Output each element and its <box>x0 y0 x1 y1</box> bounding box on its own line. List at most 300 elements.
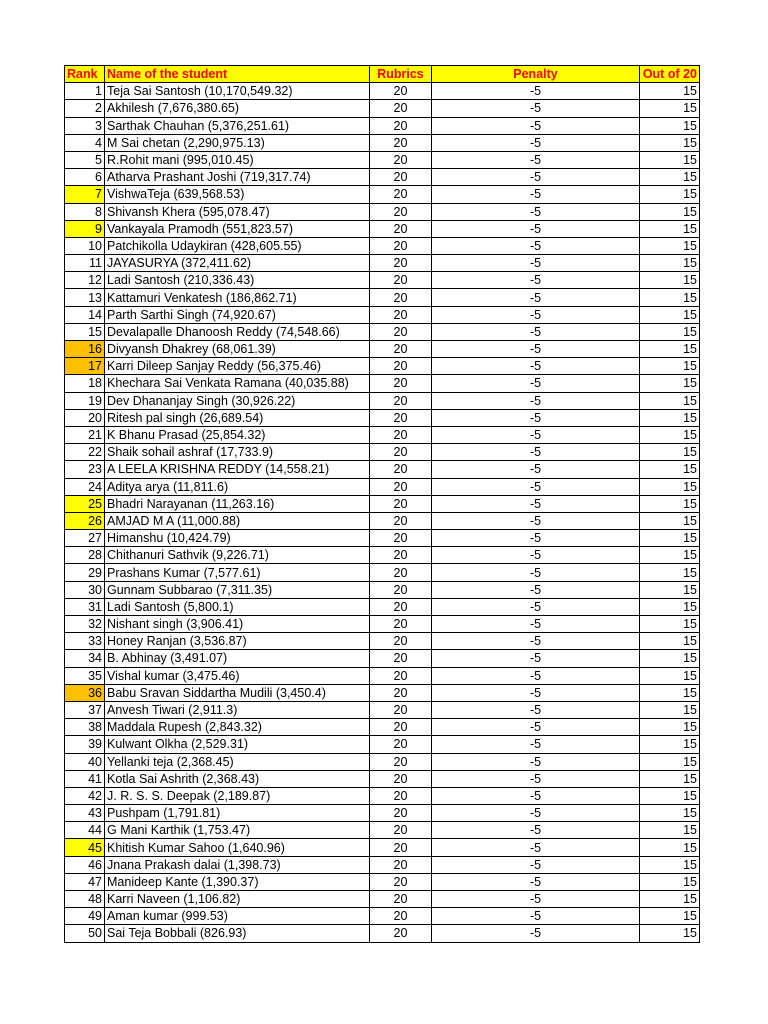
student-name-cell: K Bhanu Prasad (25,854.32) <box>105 426 370 443</box>
penalty-cell: -5 <box>432 495 640 512</box>
rank-cell: 6 <box>65 169 105 186</box>
table-row <box>65 358 700 375</box>
table-row <box>65 753 700 770</box>
out-of-cell: 15 <box>640 925 700 942</box>
penalty-cell: -5 <box>432 925 640 942</box>
student-name-cell: Chithanuri Sathvik (9,226.71) <box>105 547 370 564</box>
rank-cell: 5 <box>65 151 105 168</box>
out-of-cell: 15 <box>640 341 700 358</box>
rank-cell: 14 <box>65 306 105 323</box>
student-name-cell: VishwaTeja (639,568.53) <box>105 186 370 203</box>
rubrics-cell: 20 <box>370 444 432 461</box>
student-name-cell: Pushpam (1,791.81) <box>105 805 370 822</box>
student-name-cell: Babu Sravan Siddartha Mudili (3,450.4) <box>105 684 370 701</box>
table-row <box>65 478 700 495</box>
student-name-cell: Aditya arya (11,811.6) <box>105 478 370 495</box>
out-of-cell: 15 <box>640 289 700 306</box>
rubrics-cell: 20 <box>370 323 432 340</box>
out-of-cell: 15 <box>640 598 700 615</box>
table-row <box>65 272 700 289</box>
rank-cell: 21 <box>65 426 105 443</box>
table-row <box>65 341 700 358</box>
out-of-cell: 15 <box>640 530 700 547</box>
out-of-cell: 15 <box>640 873 700 890</box>
student-name-cell: Divyansh Dhakrey (68,061.39) <box>105 341 370 358</box>
penalty-cell: -5 <box>432 667 640 684</box>
out-of-cell: 15 <box>640 392 700 409</box>
rubrics-cell: 20 <box>370 770 432 787</box>
out-of-cell: 15 <box>640 770 700 787</box>
student-name-cell: B. Abhinay (3,491.07) <box>105 650 370 667</box>
rank-cell: 27 <box>65 530 105 547</box>
rubrics-cell: 20 <box>370 306 432 323</box>
rubrics-cell: 20 <box>370 787 432 804</box>
table-row <box>65 426 700 443</box>
rank-cell: 45 <box>65 839 105 856</box>
penalty-cell: -5 <box>432 512 640 529</box>
rank-cell: 2 <box>65 100 105 117</box>
penalty-cell: -5 <box>432 787 640 804</box>
rank-cell: 34 <box>65 650 105 667</box>
penalty-cell: -5 <box>432 392 640 409</box>
table-row <box>65 873 700 890</box>
penalty-cell: -5 <box>432 461 640 478</box>
penalty-cell: -5 <box>432 684 640 701</box>
student-name-cell: A LEELA KRISHNA REDDY (14,558.21) <box>105 461 370 478</box>
penalty-cell: -5 <box>432 770 640 787</box>
rubrics-cell: 20 <box>370 151 432 168</box>
student-name-cell: Manideep Kante (1,390.37) <box>105 873 370 890</box>
out-of-cell: 15 <box>640 891 700 908</box>
rubrics-cell: 20 <box>370 289 432 306</box>
rank-cell: 1 <box>65 83 105 100</box>
penalty-cell: -5 <box>432 358 640 375</box>
penalty-cell: -5 <box>432 83 640 100</box>
student-name-cell: Kattamuri Venkatesh (186,862.71) <box>105 289 370 306</box>
out-of-cell: 15 <box>640 616 700 633</box>
rank-cell: 16 <box>65 341 105 358</box>
table-row <box>65 186 700 203</box>
penalty-cell: -5 <box>432 650 640 667</box>
out-of-cell: 15 <box>640 272 700 289</box>
rubrics-cell: 20 <box>370 409 432 426</box>
rubrics-cell: 20 <box>370 358 432 375</box>
rubrics-cell: 20 <box>370 891 432 908</box>
table-row <box>65 444 700 461</box>
out-of-cell: 15 <box>640 633 700 650</box>
student-name-cell: Himanshu (10,424.79) <box>105 530 370 547</box>
rubrics-cell: 20 <box>370 83 432 100</box>
rank-cell: 11 <box>65 255 105 272</box>
rank-cell: 7 <box>65 186 105 203</box>
header-name: Name of the student <box>105 66 370 83</box>
table-row <box>65 564 700 581</box>
rubrics-cell: 20 <box>370 925 432 942</box>
table-row <box>65 770 700 787</box>
rubrics-cell: 20 <box>370 117 432 134</box>
penalty-cell: -5 <box>432 805 640 822</box>
rank-cell: 30 <box>65 581 105 598</box>
out-of-cell: 15 <box>640 444 700 461</box>
rubrics-cell: 20 <box>370 186 432 203</box>
rank-cell: 12 <box>65 272 105 289</box>
header-penalty: Penalty <box>432 66 640 83</box>
table-row <box>65 891 700 908</box>
student-name-cell: Maddala Rupesh (2,843.32) <box>105 719 370 736</box>
student-name-cell: Khitish Kumar Sahoo (1,640.96) <box>105 839 370 856</box>
header-row <box>65 66 700 83</box>
rubrics-cell: 20 <box>370 736 432 753</box>
rubrics-cell: 20 <box>370 341 432 358</box>
student-name-cell: Vishal kumar (3,475.46) <box>105 667 370 684</box>
out-of-cell: 15 <box>640 684 700 701</box>
penalty-cell: -5 <box>432 426 640 443</box>
out-of-cell: 15 <box>640 753 700 770</box>
rubrics-cell: 20 <box>370 530 432 547</box>
rubrics-cell: 20 <box>370 478 432 495</box>
penalty-cell: -5 <box>432 564 640 581</box>
student-name-cell: Bhadri Narayanan (11,263.16) <box>105 495 370 512</box>
table-row <box>65 547 700 564</box>
student-name-cell: JAYASURYA (372,411.62) <box>105 255 370 272</box>
rubrics-cell: 20 <box>370 839 432 856</box>
penalty-cell: -5 <box>432 186 640 203</box>
penalty-cell: -5 <box>432 598 640 615</box>
penalty-cell: -5 <box>432 873 640 890</box>
rubrics-cell: 20 <box>370 461 432 478</box>
out-of-cell: 15 <box>640 822 700 839</box>
penalty-cell: -5 <box>432 444 640 461</box>
table-row <box>65 616 700 633</box>
table-row <box>65 237 700 254</box>
rubrics-cell: 20 <box>370 220 432 237</box>
table-row <box>65 822 700 839</box>
rubrics-cell: 20 <box>370 100 432 117</box>
penalty-cell: -5 <box>432 719 640 736</box>
penalty-cell: -5 <box>432 409 640 426</box>
student-name-cell: Sai Teja Bobbali (826.93) <box>105 925 370 942</box>
penalty-cell: -5 <box>432 306 640 323</box>
rubrics-cell: 20 <box>370 908 432 925</box>
table-row <box>65 598 700 615</box>
rank-cell: 4 <box>65 134 105 151</box>
penalty-cell: -5 <box>432 134 640 151</box>
out-of-cell: 15 <box>640 908 700 925</box>
out-of-cell: 15 <box>640 667 700 684</box>
rubrics-cell: 20 <box>370 134 432 151</box>
out-of-cell: 15 <box>640 495 700 512</box>
rank-cell: 22 <box>65 444 105 461</box>
penalty-cell: -5 <box>432 341 640 358</box>
table-row <box>65 461 700 478</box>
out-of-cell: 15 <box>640 701 700 718</box>
table-row <box>65 409 700 426</box>
table-row <box>65 667 700 684</box>
rubrics-cell: 20 <box>370 547 432 564</box>
out-of-cell: 15 <box>640 409 700 426</box>
rank-cell: 39 <box>65 736 105 753</box>
penalty-cell: -5 <box>432 375 640 392</box>
rank-cell: 40 <box>65 753 105 770</box>
student-name-cell: Honey Ranjan (3,536.87) <box>105 633 370 650</box>
student-name-cell: Parth Sarthi Singh (74,920.67) <box>105 306 370 323</box>
student-name-cell: Shivansh Khera (595,078.47) <box>105 203 370 220</box>
student-name-cell: Dev Dhananjay Singh (30,926.22) <box>105 392 370 409</box>
rubrics-cell: 20 <box>370 684 432 701</box>
rank-cell: 41 <box>65 770 105 787</box>
table-row <box>65 856 700 873</box>
out-of-cell: 15 <box>640 151 700 168</box>
rank-cell: 50 <box>65 925 105 942</box>
rank-cell: 37 <box>65 701 105 718</box>
table-row <box>65 134 700 151</box>
out-of-cell: 15 <box>640 100 700 117</box>
rubrics-cell: 20 <box>370 426 432 443</box>
rank-cell: 36 <box>65 684 105 701</box>
table-row <box>65 203 700 220</box>
table-row <box>65 495 700 512</box>
student-name-cell: Kulwant Olkha (2,529.31) <box>105 736 370 753</box>
penalty-cell: -5 <box>432 633 640 650</box>
table-row <box>65 925 700 942</box>
table-row <box>65 650 700 667</box>
out-of-cell: 15 <box>640 805 700 822</box>
penalty-cell: -5 <box>432 478 640 495</box>
rubrics-cell: 20 <box>370 375 432 392</box>
table-row <box>65 701 700 718</box>
out-of-cell: 15 <box>640 220 700 237</box>
student-name-cell: Sarthak Chauhan (5,376,251.61) <box>105 117 370 134</box>
rubrics-cell: 20 <box>370 255 432 272</box>
penalty-cell: -5 <box>432 117 640 134</box>
rubrics-cell: 20 <box>370 512 432 529</box>
out-of-cell: 15 <box>640 323 700 340</box>
table-body <box>65 83 700 942</box>
penalty-cell: -5 <box>432 220 640 237</box>
penalty-cell: -5 <box>432 581 640 598</box>
student-name-cell: J. R. S. S. Deepak (2,189.87) <box>105 787 370 804</box>
student-name-cell: Devalapalle Dhanoosh Reddy (74,548.66) <box>105 323 370 340</box>
rubrics-cell: 20 <box>370 598 432 615</box>
rank-cell: 35 <box>65 667 105 684</box>
penalty-cell: -5 <box>432 255 640 272</box>
rank-cell: 13 <box>65 289 105 306</box>
penalty-cell: -5 <box>432 100 640 117</box>
penalty-cell: -5 <box>432 839 640 856</box>
student-name-cell: G Mani Karthik (1,753.47) <box>105 822 370 839</box>
table-row <box>65 908 700 925</box>
rank-cell: 47 <box>65 873 105 890</box>
rank-cell: 43 <box>65 805 105 822</box>
rank-cell: 29 <box>65 564 105 581</box>
table-row <box>65 323 700 340</box>
table-row <box>65 719 700 736</box>
table-row <box>65 306 700 323</box>
rank-cell: 49 <box>65 908 105 925</box>
rank-cell: 19 <box>65 392 105 409</box>
rank-cell: 10 <box>65 237 105 254</box>
rank-cell: 26 <box>65 512 105 529</box>
student-name-cell: Ladi Santosh (5,800.1) <box>105 598 370 615</box>
rank-cell: 3 <box>65 117 105 134</box>
header-rubrics: Rubrics <box>370 66 432 83</box>
penalty-cell: -5 <box>432 547 640 564</box>
rubrics-cell: 20 <box>370 392 432 409</box>
out-of-cell: 15 <box>640 581 700 598</box>
table-row <box>65 633 700 650</box>
student-name-cell: Akhilesh (7,676,380.65) <box>105 100 370 117</box>
penalty-cell: -5 <box>432 616 640 633</box>
table-row <box>65 289 700 306</box>
out-of-cell: 15 <box>640 169 700 186</box>
out-of-cell: 15 <box>640 134 700 151</box>
out-of-cell: 15 <box>640 117 700 134</box>
rank-cell: 46 <box>65 856 105 873</box>
penalty-cell: -5 <box>432 323 640 340</box>
out-of-cell: 15 <box>640 237 700 254</box>
out-of-cell: 15 <box>640 83 700 100</box>
rubrics-cell: 20 <box>370 203 432 220</box>
table-row <box>65 169 700 186</box>
penalty-cell: -5 <box>432 753 640 770</box>
rubrics-cell: 20 <box>370 701 432 718</box>
rank-cell: 48 <box>65 891 105 908</box>
student-name-cell: Anvesh Tiwari (2,911.3) <box>105 701 370 718</box>
student-name-cell: M Sai chetan (2,290,975.13) <box>105 134 370 151</box>
table-row <box>65 83 700 100</box>
student-name-cell: AMJAD M A (11,000.88) <box>105 512 370 529</box>
rank-cell: 42 <box>65 787 105 804</box>
table-row <box>65 220 700 237</box>
rank-cell: 31 <box>65 598 105 615</box>
student-name-cell: R.Rohit mani (995,010.45) <box>105 151 370 168</box>
student-name-cell: Teja Sai Santosh (10,170,549.32) <box>105 83 370 100</box>
student-name-cell: Ritesh pal singh (26,689.54) <box>105 409 370 426</box>
student-name-cell: Vankayala Pramodh (551,823.57) <box>105 220 370 237</box>
rank-cell: 33 <box>65 633 105 650</box>
rank-cell: 28 <box>65 547 105 564</box>
penalty-cell: -5 <box>432 530 640 547</box>
rank-cell: 8 <box>65 203 105 220</box>
student-name-cell: Khechara Sai Venkata Ramana (40,035.88) <box>105 375 370 392</box>
table-row <box>65 392 700 409</box>
table-row <box>65 530 700 547</box>
table-row <box>65 839 700 856</box>
rank-cell: 44 <box>65 822 105 839</box>
rank-cell: 9 <box>65 220 105 237</box>
penalty-cell: -5 <box>432 736 640 753</box>
rubrics-cell: 20 <box>370 169 432 186</box>
rank-cell: 17 <box>65 358 105 375</box>
rubrics-cell: 20 <box>370 272 432 289</box>
rubrics-cell: 20 <box>370 822 432 839</box>
student-name-cell: Prashans Kumar (7,577.61) <box>105 564 370 581</box>
student-name-cell: Aman kumar (999.53) <box>105 908 370 925</box>
rubrics-cell: 20 <box>370 237 432 254</box>
student-name-cell: Atharva Prashant Joshi (719,317.74) <box>105 169 370 186</box>
penalty-cell: -5 <box>432 272 640 289</box>
out-of-cell: 15 <box>640 839 700 856</box>
rank-cell: 32 <box>65 616 105 633</box>
table-row <box>65 375 700 392</box>
rubrics-cell: 20 <box>370 873 432 890</box>
rank-cell: 24 <box>65 478 105 495</box>
out-of-cell: 15 <box>640 203 700 220</box>
student-name-cell: Nishant singh (3,906.41) <box>105 616 370 633</box>
student-name-cell: Patchikolla Udaykiran (428,605.55) <box>105 237 370 254</box>
penalty-cell: -5 <box>432 822 640 839</box>
ranking-table <box>64 65 700 943</box>
out-of-cell: 15 <box>640 186 700 203</box>
table-row <box>65 255 700 272</box>
penalty-cell: -5 <box>432 203 640 220</box>
table-row <box>65 512 700 529</box>
header-rank: Rank <box>65 66 105 83</box>
student-name-cell: Karri Naveen (1,106.82) <box>105 891 370 908</box>
rank-cell: 38 <box>65 719 105 736</box>
rank-cell: 18 <box>65 375 105 392</box>
student-name-cell: Karri Dileep Sanjay Reddy (56,375.46) <box>105 358 370 375</box>
out-of-cell: 15 <box>640 564 700 581</box>
rubrics-cell: 20 <box>370 495 432 512</box>
penalty-cell: -5 <box>432 289 640 306</box>
out-of-cell: 15 <box>640 787 700 804</box>
out-of-cell: 15 <box>640 358 700 375</box>
rubrics-cell: 20 <box>370 667 432 684</box>
rubrics-cell: 20 <box>370 616 432 633</box>
out-of-cell: 15 <box>640 512 700 529</box>
rubrics-cell: 20 <box>370 856 432 873</box>
rubrics-cell: 20 <box>370 753 432 770</box>
rubrics-cell: 20 <box>370 719 432 736</box>
table-row <box>65 117 700 134</box>
penalty-cell: -5 <box>432 701 640 718</box>
student-name-cell: Jnana Prakash dalai (1,398.73) <box>105 856 370 873</box>
table-row <box>65 787 700 804</box>
out-of-cell: 15 <box>640 461 700 478</box>
rubrics-cell: 20 <box>370 581 432 598</box>
rank-cell: 20 <box>65 409 105 426</box>
rubrics-cell: 20 <box>370 633 432 650</box>
student-name-cell: Shaik sohail ashraf (17,733.9) <box>105 444 370 461</box>
student-name-cell: Yellanki teja (2,368.45) <box>105 753 370 770</box>
student-name-cell: Gunnam Subbarao (7,311.35) <box>105 581 370 598</box>
penalty-cell: -5 <box>432 891 640 908</box>
out-of-cell: 15 <box>640 426 700 443</box>
table-row <box>65 736 700 753</box>
out-of-cell: 15 <box>640 736 700 753</box>
rank-cell: 15 <box>65 323 105 340</box>
out-of-cell: 15 <box>640 547 700 564</box>
student-name-cell: Ladi Santosh (210,336.43) <box>105 272 370 289</box>
table-row <box>65 684 700 701</box>
out-of-cell: 15 <box>640 856 700 873</box>
rubrics-cell: 20 <box>370 805 432 822</box>
out-of-cell: 15 <box>640 306 700 323</box>
out-of-cell: 15 <box>640 375 700 392</box>
out-of-cell: 15 <box>640 255 700 272</box>
table-row <box>65 151 700 168</box>
penalty-cell: -5 <box>432 237 640 254</box>
penalty-cell: -5 <box>432 169 640 186</box>
rank-cell: 23 <box>65 461 105 478</box>
out-of-cell: 15 <box>640 650 700 667</box>
table-row <box>65 581 700 598</box>
rubrics-cell: 20 <box>370 650 432 667</box>
rubrics-cell: 20 <box>370 564 432 581</box>
out-of-cell: 15 <box>640 719 700 736</box>
penalty-cell: -5 <box>432 856 640 873</box>
